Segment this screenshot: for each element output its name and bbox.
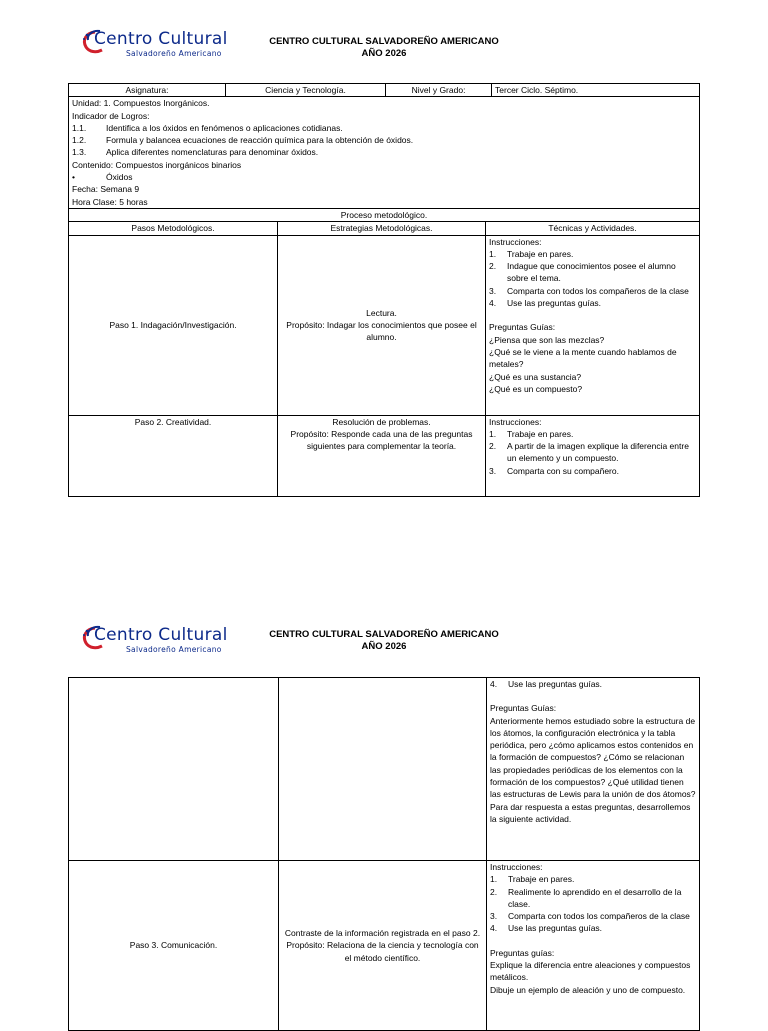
hora-clase: Hora Clase: 5 horas	[72, 196, 148, 207]
title-line-1: CENTRO CULTURAL SALVADOREÑO AMERICANO	[269, 629, 499, 640]
paso2-strategy-title: Resolución de problemas.	[332, 416, 431, 427]
list-item: 1. Trabaje en pares.	[489, 428, 574, 439]
paso1-strategy	[278, 235, 486, 415]
logo-brand: Centro Cultural	[94, 625, 228, 645]
paso2-row	[69, 415, 700, 496]
instruction-list	[489, 428, 696, 477]
nivel-value: Tercer Ciclo. Séptimo.	[492, 84, 700, 97]
col-tecnicas-header: Técnicas y Actividades.	[486, 222, 700, 235]
title-line-2: AÑO 2026	[361, 641, 407, 652]
unit-row	[69, 97, 700, 209]
preguntas-label: Preguntas Guías:	[489, 322, 556, 333]
list-item: 1. Trabaje en pares.	[490, 874, 575, 885]
logro-item	[72, 146, 696, 158]
bullet-icon: •	[72, 172, 75, 183]
paso3-strategy-text: Propósito: Relaciona de la ciencia y tecnología con el método científico.	[286, 940, 479, 963]
unit-cell	[69, 97, 700, 209]
preguntas-label: Preguntas Guías:	[490, 703, 557, 714]
paso1-activities	[486, 235, 700, 415]
proceso-title: Proceso metodológico.	[69, 208, 700, 221]
logro-num: 1.3.	[72, 147, 87, 158]
instruction-list	[489, 248, 696, 309]
paso2-activities-continued	[487, 678, 700, 861]
logo-brand: Centro Cultural	[94, 29, 228, 49]
contenido-bullet-item	[72, 171, 696, 183]
paso1-strategy-text: Propósito: Indagar los conocimientos que posee el alumno.	[286, 319, 477, 343]
lesson-table-page2	[68, 677, 700, 1031]
page-title	[234, 36, 534, 60]
paso3-name: Paso 3. Comunicación.	[69, 861, 279, 1031]
pregunta: ¿Qué es un compuesto?	[489, 383, 583, 394]
logro-text: Identifica a los óxidos en fenómenos o aplicaciones cotidianas.	[106, 122, 343, 133]
pregunta: Explique la diferencia entre aleaciones y compuestos metálicos.	[490, 960, 691, 983]
empty-cell	[279, 678, 487, 861]
title-line-2: AÑO 2026	[361, 48, 407, 59]
list-item: 1. Trabaje en pares.	[489, 248, 574, 259]
list-item: 2. A partir de la imagen explique la diferencia entre un elemento y un compuesto.	[489, 441, 689, 464]
paso2-name: Paso 2. Creatividad.	[69, 415, 278, 496]
logo-subtitle: Salvadoreño Americano	[126, 645, 222, 654]
preguntas-text: Anteriormente hemos estudiado sobre la estructura de los átomos, la configuración electrónica y la tabla periódica, pero ¿cómo aplicamos estos contenidos en la formación de compuestos? ¿Cómo se relacionan las propiedades periódicas de los elementos con la formación de los compuestos? ¿Qué utilidad tienen las estructuras de Lewis para la unión de dos átomos? Para dar respuesta a estas preguntas, desarrollemos la siguiente actividad.	[490, 715, 696, 824]
nivel-label: Nivel y Grado:	[386, 84, 492, 97]
paso2-strategy-text: Propósito: Responde cada una de las preguntas siguientes para complementar la teoría.	[290, 428, 473, 452]
pregunta: Dibuje un ejemplo de aleación y uno de compuesto.	[490, 984, 686, 995]
list-item: 4. Use las preguntas guías.	[490, 679, 603, 689]
title-line-1: CENTRO CULTURAL SALVADOREÑO AMERICANO	[269, 36, 499, 47]
col-estrategias-header: Estrategias Metodológicas.	[278, 222, 486, 235]
page-title	[234, 629, 534, 653]
list-item: 2. Indague que conocimientos posee el alumno sobre el tema.	[489, 261, 676, 284]
lesson-table-page1	[68, 83, 700, 497]
list-item: 4. Use las preguntas guías.	[489, 298, 602, 309]
asignatura-label: Asignatura:	[69, 84, 226, 97]
pregunta: ¿Qué se le viene a la mente cuando hablamos de metales?	[489, 346, 677, 370]
unidad: Unidad: 1. Compuestos Inorgánicos.	[72, 98, 210, 109]
bullet-text: Óxidos	[106, 172, 133, 183]
fecha: Fecha: Semana 9	[72, 184, 140, 195]
pregunta: ¿Qué es una sustancia?	[489, 371, 582, 382]
logro-num: 1.2.	[72, 135, 87, 146]
paso3-row	[69, 861, 700, 1031]
logro-text: Formula y balancea ecuaciones de reacción química para la obtención de óxidos.	[106, 135, 414, 146]
logro-text: Aplica diferentes nomenclaturas para denominar óxidos.	[106, 147, 319, 158]
indicador-label: Indicador de Logros:	[72, 110, 150, 121]
paso3-strategy-title: Contraste de la información registrada en el paso 2.	[284, 928, 481, 939]
list-item: 3. Comparta con su compañero.	[489, 465, 619, 476]
contenido: Contenido: Compuestos inorgánicos binarios	[72, 159, 242, 170]
list-item: 2. Realimente lo aprendido en el desarrollo de la clase.	[490, 886, 682, 909]
paso1-name: Paso 1. Indagación/Investigación.	[69, 235, 278, 415]
preguntas-label: Preguntas guías:	[490, 947, 555, 958]
paso2-continued-row	[69, 678, 700, 861]
paso2-activities	[486, 415, 700, 496]
paso2-strategy	[278, 415, 486, 496]
logo	[80, 28, 240, 60]
instrucciones-label: Instrucciones:	[489, 236, 542, 247]
list-item: 3. Comparta con todos los compañeros de la clase	[490, 911, 690, 922]
col-pasos-header: Pasos Metodológicos.	[69, 222, 278, 235]
info-row	[69, 84, 700, 97]
instruction-list	[490, 873, 696, 934]
logo	[80, 624, 240, 656]
empty-cell	[69, 678, 279, 861]
pregunta: ¿Piensa que son las mezclas?	[489, 334, 605, 345]
paso1-row	[69, 235, 700, 415]
instrucciones-label: Instrucciones:	[490, 862, 543, 872]
logro-item	[72, 122, 696, 134]
logro-num: 1.1.	[72, 122, 87, 133]
proceso-title-row	[69, 208, 700, 221]
logro-item	[72, 134, 696, 146]
instruction-list	[490, 678, 696, 690]
paso1-strategy-title: Lectura.	[366, 307, 397, 318]
paso3-strategy	[279, 861, 487, 1031]
list-item: 3. Comparta con todos los compañeros de la clase	[489, 285, 689, 296]
instrucciones-label: Instrucciones:	[489, 416, 542, 427]
column-header-row	[69, 222, 700, 235]
list-item: 4. Use las preguntas guías.	[490, 923, 603, 934]
paso3-activities	[487, 861, 700, 1031]
asignatura-value: Ciencia y Tecnología.	[226, 84, 386, 97]
logo-subtitle: Salvadoreño Americano	[126, 49, 222, 58]
